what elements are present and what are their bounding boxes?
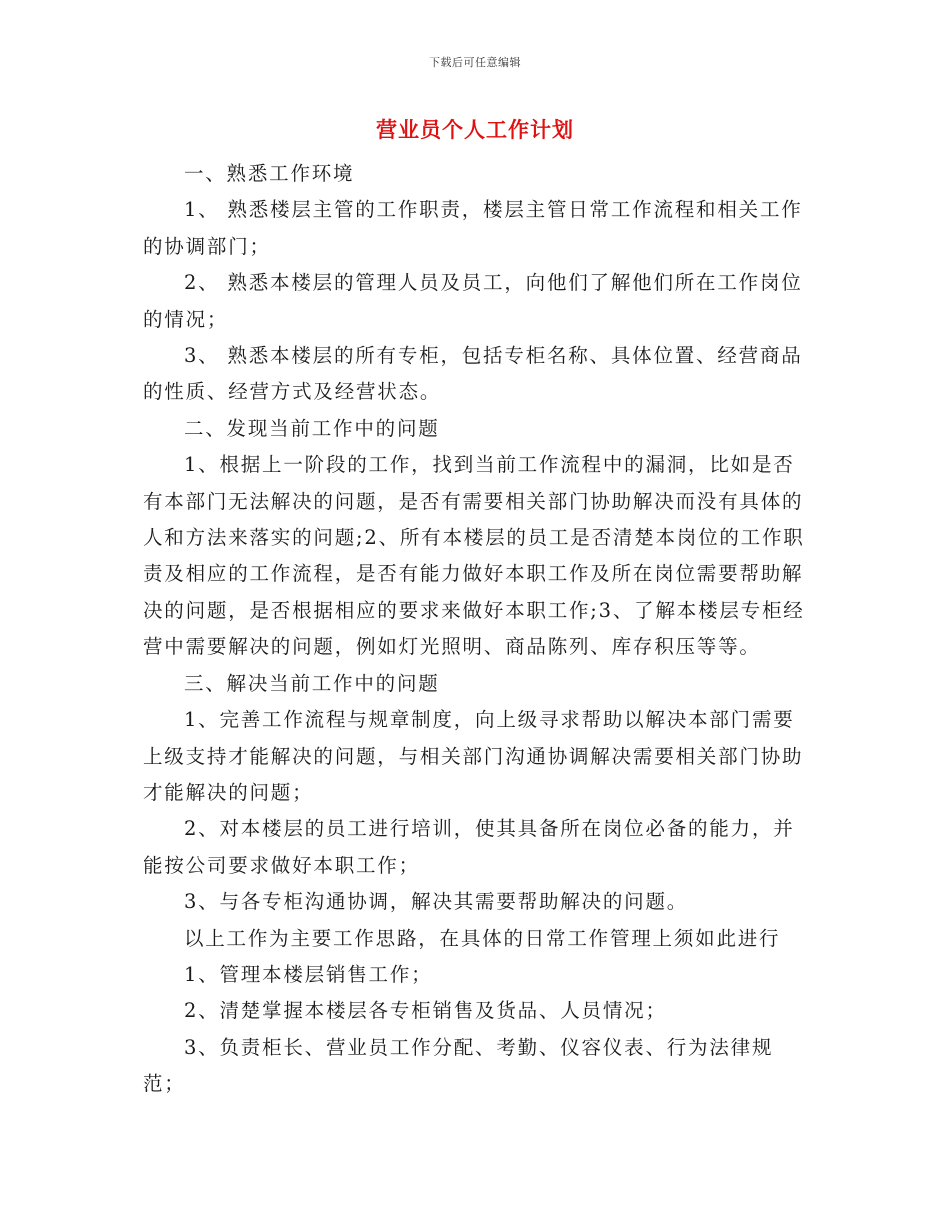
body-paragraph: 1、管理本楼层销售工作；	[183, 962, 433, 986]
body-paragraph: 3、与各专柜沟通协调，解决其需要帮助解决的问题。	[183, 890, 689, 914]
body-paragraph: 1、完善工作流程与规章制度，向上级寻求帮助以解决本部门需要上级支持才能解决的问题，与相关部门沟通协调解决需要相关部门协助才能解决的问题；	[143, 708, 804, 804]
body-paragraph: 以上工作为主要工作思路，在具体的日常工作管理上须如此进行	[183, 926, 781, 950]
document-title: 营业员个人工作计划	[376, 117, 574, 142]
document-body	[143, 156, 811, 1103]
section-heading: 一、熟悉工作环境	[183, 162, 355, 185]
header-note: 下载后可任意编辑	[429, 56, 521, 69]
section-heading: 三、解决当前工作中的问题	[183, 671, 440, 695]
body-paragraph: 3、 熟悉本楼层的所有专柜，包括专柜名称、具体位置、经营商品的性质、经营方式及经营状态。	[143, 344, 803, 404]
body-paragraph: 3、负责柜长、营业员工作分配、考勤、仪容仪表、行为法律规范；	[143, 1035, 774, 1096]
body-paragraph: 1、 熟悉楼层主管的工作职责，楼层主管日常工作流程和相关工作的协调部门；	[143, 198, 803, 258]
body-paragraph: 1、根据上一阶段的工作，找到当前工作流程中的漏洞，比如是否有本部门无法解决的问题，是否有需要相关部门协助解决而没有具体的人和方法来落实的问题;2、所有本楼层的员工是否清楚本岗位的工作职责及相应的工作流程，是否有能力做好本职工作及所在岗位需要帮助解决的问题，是否根据相应的要求来做好本职工作;3、了解本楼层专柜经营中需要解决的问题，例如灯光照明、商品陈列、库存积压等等。	[143, 453, 805, 659]
section-heading: 二、发现当前工作中的问题	[183, 416, 440, 440]
body-paragraph: 2、清楚掌握本楼层各专柜销售及货品、人员情况；	[183, 999, 667, 1023]
body-paragraph: 2、对本楼层的员工进行培训，使其具备所在岗位必备的能力，并能按公司要求做好本职工作；	[143, 817, 795, 877]
body-paragraph: 2、 熟悉本楼层的管理人员及员工，向他们了解他们所在工作岗位的情况；	[143, 271, 803, 331]
